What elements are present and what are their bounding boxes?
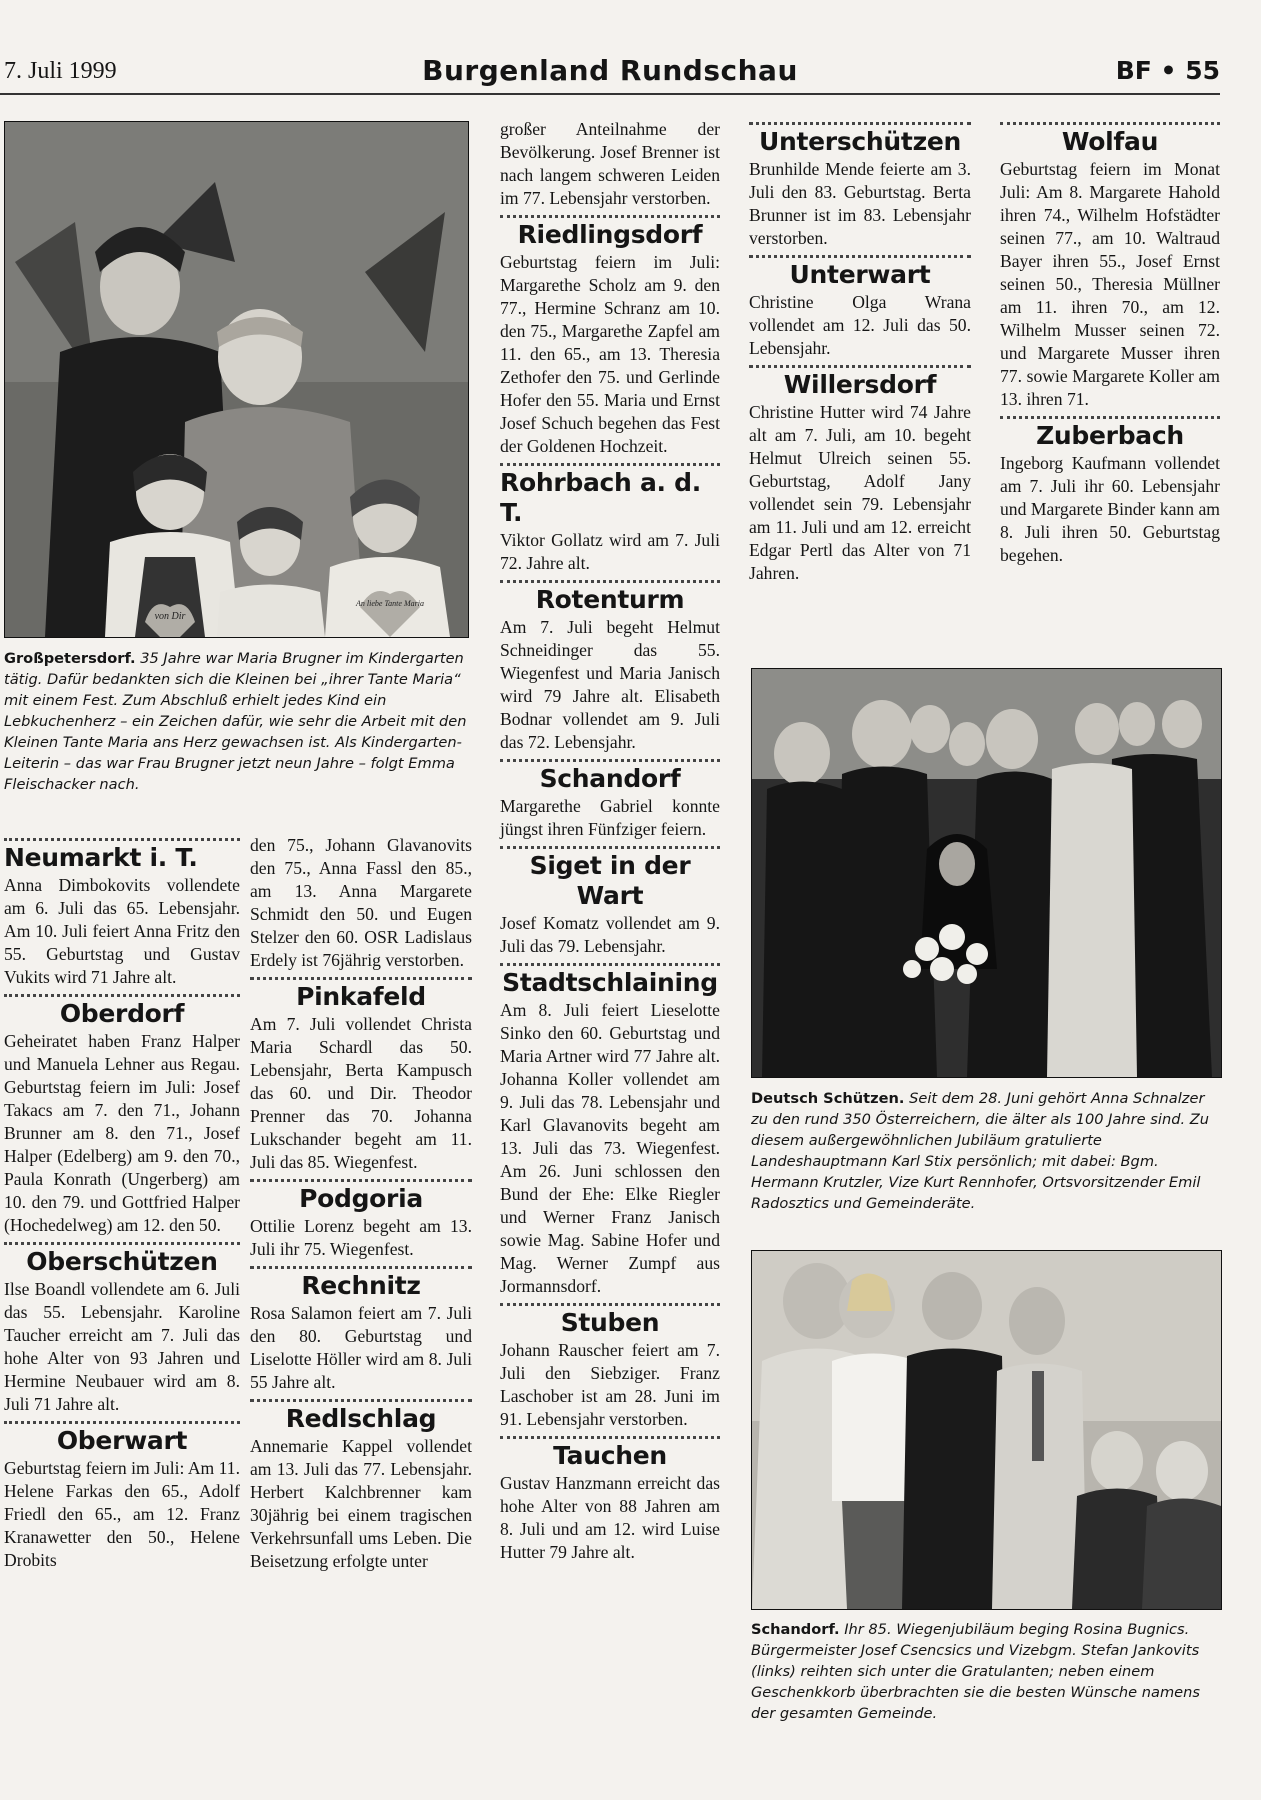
section-title: Redlschlag [285, 1404, 437, 1433]
section-title: Podgoria [299, 1184, 423, 1213]
section-title: Neumarkt i. T. [4, 843, 198, 872]
section-stuben [500, 1308, 720, 1431]
column-1 [4, 838, 240, 1572]
section-text: Anna Dimbokovits vollendete am 6. Juli das 65. Lebensjahr. Am 10. Juli feiert Anna Fritz den 55. Geburtstag und Gustav Vukits wird 71 Jahre alt. [4, 875, 240, 987]
divider [250, 1179, 472, 1182]
caption-deutsch-schuetzen [751, 1088, 1220, 1214]
divider [1000, 416, 1220, 419]
section-text: Am 8. Juli feiert Lieselotte Sinko den 60. Geburtstag und Maria Artner wird 77 Jahre alt. Johanna Koller vollendet am 9. Juli das 78. Lebensjahr und Karl Glavanovits begeht am 13. Juli das 73. Wiegenfest. Am 26. Juni schlossen den Bund der Ehe: Elke Riegler und Werner Franz Janisch sowie Mag. Sabine Hofer und Mag. Werner Zumpf aus Jormannsdorf. [500, 1000, 720, 1296]
section-willersdorf [749, 370, 971, 585]
divider [1000, 122, 1220, 125]
section-text: Gustav Hanzmann erreicht das hohe Alter von 88 Jahren am 8. Juli und am 12. wird Luise Hutter 79 Jahre alt. [500, 1473, 720, 1562]
section-schandorf [500, 764, 720, 841]
section-text: Josef Komatz vollendet am 9. Juli das 79. Lebensjahr. [500, 913, 720, 956]
section-title: Stadtschlaining [502, 968, 718, 997]
section-neumarkt [4, 843, 240, 989]
caption-text: Ihr 85. Wiegenjubiläum beging Rosina Bugnics. Bürgermeister Josef Csencsics und Vizebgm. Stefan Jankovits (links) reihten sich unter die Gratulanten; neben einem Geschenkkorb überbrachten sie die besten Wünsche namens der gesamten Gemeinde. [751, 1621, 1200, 1722]
divider [250, 1399, 472, 1402]
section-riedlingsdorf [500, 220, 720, 458]
column-2 [250, 834, 472, 1573]
section-siget [500, 851, 720, 958]
page-number: BF • 55 [1115, 56, 1220, 85]
section-text: Am 7. Juli vollendet Christa Maria Schardl das 50. Lebensjahr, Berta Kampusch das 60. und Dir. Theodor Prenner das 70. Johanna Lukschander begeht am 11. Juli das 85. Wiegenfest. [250, 1014, 472, 1172]
section-oberschuetzen [4, 1247, 240, 1416]
section-text: Ingeborg Kaufmann vollendet am 7. Juli ihr 60. Lebensjahr und Margarete Binder kann am 8. Juli ihren 50. Geburtstag begehen. [1000, 453, 1220, 565]
continued-text: großer Anteilnahme der Bevölkerung. Josef Brenner ist nach langem schweren Leiden im 77. Lebensjahr verstorben. [500, 119, 720, 208]
divider [500, 759, 720, 762]
section-text: Am 7. Juli begeht Helmut Schneidinger das 55. Wiegenfest und Maria Janisch wird 79 Jahre alt. Elisabeth Bodnar vollendet am 9. Juli das 72. Lebensjahr. [500, 617, 720, 752]
divider [500, 846, 720, 849]
divider [500, 963, 720, 966]
section-redlschlag [250, 1404, 472, 1573]
section-text: Christine Olga Wrana vollendet am 12. Juli das 50. Lebensjahr. [749, 292, 971, 358]
divider [749, 122, 971, 125]
divider [4, 994, 240, 997]
section-oberdorf [4, 999, 240, 1237]
photo-schandorf [751, 1250, 1222, 1610]
newspaper-title: Burgenland Rundschau [422, 54, 798, 87]
heart-lettering-1: von Dir [154, 611, 186, 622]
section-title: Siget in der Wart [529, 851, 691, 910]
section-text: Geburtstag feiern im Monat Juli: Am 8. Margarete Hahold ihren 74., Wilhelm Hofstädter seinen 77., am 10. Waltraud Bayer ihren 55., Josef Ernst seinen 50., Theresia Müllner am 11. ihren 70., am 12. Wilhelm Musser seinen 72. und Margarete Musser ihren 77. sowie Margarete Koller am 13. ihren 71. [1000, 159, 1220, 409]
section-title: Riedlingsdorf [517, 220, 703, 249]
divider [4, 1421, 240, 1424]
section-podgoria [250, 1184, 472, 1261]
section-text: Geburtstag feiern im Juli: Am 11. Helene Farkas den 65., Adolf Friedl den 65., am 12. Franz Kranawetter den 50., Helene Drobits [4, 1458, 240, 1570]
caption-place: Schandorf. [751, 1621, 840, 1638]
section-text: Johann Rauscher feiert am 7. Juli den Siebziger. Franz Laschober ist am 28. Juni im 91. Lebensjahr verstorben. [500, 1340, 720, 1429]
section-title: Rechnitz [301, 1271, 421, 1300]
divider [500, 463, 720, 466]
column-4 [749, 118, 971, 585]
photo-grosspetersdorf [4, 121, 469, 638]
section-title: Willersdorf [783, 370, 937, 399]
section-title: Unterwart [789, 260, 931, 289]
caption-grosspetersdorf [4, 648, 467, 795]
section-text: Ottilie Lorenz begeht am 13. Juli ihr 75. Wiegenfest. [250, 1216, 472, 1259]
section-text: Geburtstag feiern im Juli: Margarethe Scholz am 9. den 77., Hermine Schranz am 10. den 75., Margarethe Zapfel am 11. den 65., am 13. Theresia Zethofer den 75. und Gerlinde Hofer den 55. Maria und Ernst Josef Schuch begehen das Fest der Goldenen Hochzeit. [500, 252, 720, 456]
section-unterwart [749, 260, 971, 360]
divider [749, 255, 971, 258]
page-header [0, 52, 1220, 92]
section-rotenturm [500, 585, 720, 754]
divider [250, 1266, 472, 1269]
section-title: Rotenturm [535, 585, 685, 614]
section-stadtschlaining [500, 968, 720, 1298]
caption-text: 35 Jahre war Maria Brugner im Kindergarten tätig. Dafür bedankten sich die Kleinen bei „ihrer Tante Maria“ mit einem Fest. Zum Abschluß erhielt jedes Kind ein Lebkuchenherz – ein Zeichen dafür, wie sehr die Arbeit mit den Kleinen Tante Maria ans Herz gewachsen ist. Als Kindergarten-Leiterin – das war Frau Brugner jetzt neun Jahre – folgt Emma Fleischacker nach. [4, 650, 467, 793]
section-rohrbach [500, 468, 720, 575]
column-5 [1000, 118, 1220, 567]
section-unterschuetzen [749, 127, 971, 250]
column-3 [500, 118, 720, 1564]
divider [500, 1436, 720, 1439]
section-title: Zuberbach [1036, 421, 1184, 450]
section-title: Stuben [560, 1308, 660, 1337]
section-title: Oberschützen [26, 1247, 218, 1276]
section-title: Schandorf [539, 764, 681, 793]
section-text: Brunhilde Mende feierte am 3. Juli den 83. Geburtstag. Berta Brunner ist im 83. Lebensjahr verstorben. [749, 159, 971, 248]
continued-text: den 75., Johann Glavanovits den 75., Anna Fassl den 85., am 13. Anna Margarete Schmidt den 50. und Eugen Stelzer den 60. OSR Ladislaus Erdely ist 76jährig verstorben. [250, 835, 472, 970]
issue-date: 7. Juli 1999 [4, 58, 117, 84]
divider [500, 580, 720, 583]
section-text: Geheiratet haben Franz Halper und Manuela Lehner aus Regau. Geburtstag feiern im Juli: Josef Takacs am 7. den 71., Johann Brunner am 8. den 71., Josef Halper (Edelberg) am 9. den 70., Paula Konrath (Ungerberg) am 10. den 79. und Gottfried Halper (Hochedelweg) am 12. den 50. [4, 1031, 240, 1235]
divider [4, 838, 240, 841]
section-title: Oberdorf [59, 999, 185, 1028]
section-text: Annemarie Kappel vollendet am 13. Juli das 77. Lebensjahr. Herbert Kalchbrenner kam 30jährig bei einem tragischen Verkehrsunfall ums Leben. Die Beisetzung erfolgte unter [250, 1436, 472, 1571]
section-wolfau [1000, 127, 1220, 411]
section-zuberbach [1000, 421, 1220, 567]
section-title: Wolfau [1061, 127, 1159, 156]
section-text: Ilse Boandl vollendete am 6. Juli das 55. Lebensjahr. Karoline Taucher erreicht am 7. Juli das hohe Alter von 93 Jahren und Hermine Neubauer wird am 8. Juli 71 Jahre alt. [4, 1279, 240, 1414]
section-title: Pinkafeld [296, 982, 426, 1011]
caption-schandorf [751, 1619, 1220, 1724]
divider [749, 365, 971, 368]
divider [500, 1303, 720, 1306]
section-text: Margarethe Gabriel konnte jüngst ihren Fünfziger feiern. [500, 796, 720, 839]
section-text: Rosa Salamon feiert am 7. Juli den 80. Geburtstag und Liselotte Höller wird am 8. Juli 55 Jahre alt. [250, 1303, 472, 1392]
divider [250, 977, 472, 980]
divider [4, 1242, 240, 1245]
section-tauchen [500, 1441, 720, 1564]
section-title: Oberwart [56, 1426, 188, 1455]
section-text: Viktor Gollatz wird am 7. Juli 72. Jahre alt. [500, 530, 720, 573]
section-text: Christine Hutter wird 74 Jahre alt am 7. Juli, am 10. begeht Helmut Ulreich seinen 55. Geburtstag, Adolf Jany vollendet sein 79. Lebensjahr am 11. Juli und am 12. erreicht Edgar Pertl das Alter von 71 Jahren. [749, 402, 971, 583]
section-oberwart [4, 1426, 240, 1572]
header-rule [0, 93, 1220, 95]
section-title: Unterschützen [759, 127, 961, 156]
section-title: Rohrbach a. d. T. [500, 468, 701, 527]
heart-lettering-3: An liebe Tante Maria [356, 599, 424, 608]
divider [500, 215, 720, 218]
section-title: Tauchen [553, 1441, 667, 1470]
section-rechnitz [250, 1271, 472, 1394]
caption-text: Seit dem 28. Juni gehört Anna Schnalzer zu den rund 350 Österreichern, die älter als 100 Jahre sind. Zu diesem außergewöhnlichen Jubiläum gratulierte Landeshauptmann Karl Stix persönlich; mit dabei: Bgm. Hermann Krutzler, Vize Kurt Rennhofer, Ortsvorsitzender Emil Radosztics und Gemeinderäte. [751, 1090, 1209, 1212]
photo-deutsch-schuetzen [751, 668, 1222, 1078]
caption-place: Großpetersdorf. [4, 650, 136, 667]
caption-place: Deutsch Schützen. [751, 1090, 905, 1107]
section-pinkafeld [250, 982, 472, 1174]
